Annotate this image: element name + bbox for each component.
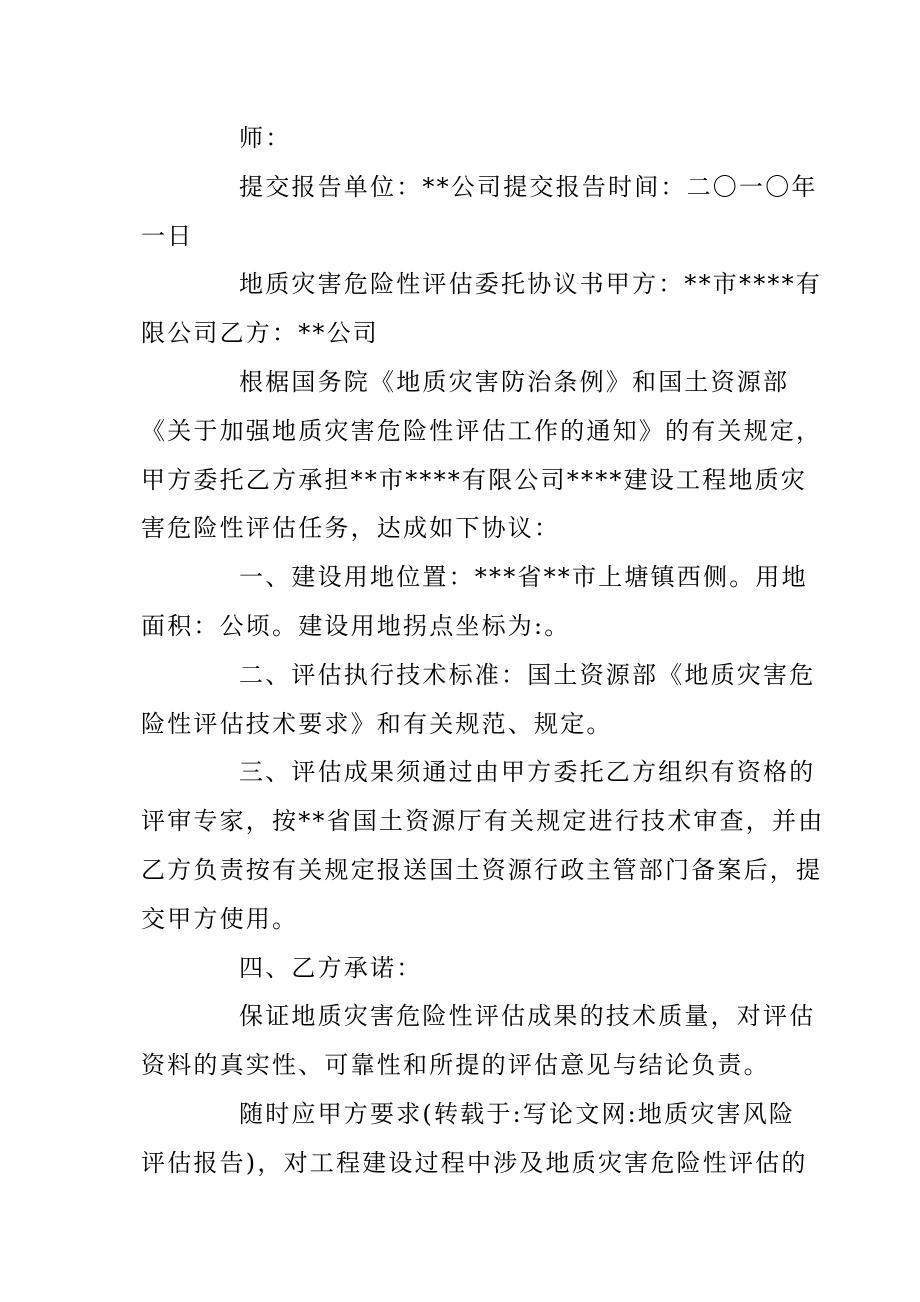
text-line: 随时应甲方要求(转载于:写论文网:地质灾害风险 bbox=[239, 1099, 796, 1128]
paragraph-8 bbox=[141, 944, 781, 993]
text-line: 限公司乙方：**公司 bbox=[141, 319, 379, 348]
paragraph-3 bbox=[141, 260, 822, 358]
text-line: 资料的真实性、可靠性和所提的评估意见与结论负责。 bbox=[141, 1051, 770, 1080]
text-line: 评审专家，按**省国土资源厅有关规定进行技术审查，并由 bbox=[141, 807, 825, 836]
paragraph-6 bbox=[141, 651, 816, 749]
paragraph-9 bbox=[141, 992, 816, 1090]
text-line: 乙方负责按有关规定报送国土资源行政主管部门备案后，提 bbox=[141, 855, 823, 884]
text-line: 师： bbox=[239, 124, 292, 152]
text-line: 根椐国务院《地质灾害防治条例》和国土资源部 bbox=[239, 367, 790, 396]
document-page bbox=[141, 114, 825, 1188]
paragraph-1 bbox=[141, 114, 781, 163]
paragraph-2 bbox=[141, 163, 818, 261]
text-line: 一日 bbox=[141, 221, 194, 250]
text-line: 面积：公顷。建设用地拐点坐标为:。 bbox=[141, 611, 571, 640]
paragraph-7 bbox=[141, 748, 825, 943]
text-line: 评估报告)，对工程建设过程中涉及地质灾害危险性评估的 bbox=[141, 1148, 808, 1177]
text-line: 提交报告单位：**公司提交报告时间：二〇一〇年 bbox=[239, 172, 818, 201]
paragraph-4 bbox=[141, 358, 823, 553]
paragraph-10 bbox=[141, 1090, 808, 1188]
text-line: 交甲方使用。 bbox=[141, 904, 299, 933]
text-line: 三、评估成果须通过由甲方委托乙方组织有资格的 bbox=[239, 758, 816, 787]
text-line: 二、评估执行技术标准：国土资源部《地质灾害危 bbox=[239, 660, 816, 689]
text-line: 四、乙方承诺： bbox=[239, 953, 423, 982]
text-line: 《关于加强地质灾害危险性评估工作的通知》的有关规定， bbox=[141, 416, 823, 445]
text-line: 地质灾害危险性评估委托协议书甲方：**市****有 bbox=[239, 270, 822, 299]
text-line: 保证地质灾害危险性评估成果的技术质量，对评估 bbox=[239, 1002, 816, 1031]
text-line: 害危险性评估任务，达成如下协议： bbox=[141, 514, 561, 543]
text-line: 一、建设用地位置：***省**市上塘镇西侧。用地 bbox=[239, 563, 808, 592]
paragraph-5 bbox=[141, 553, 808, 651]
text-line: 甲方委托乙方承担**市****有限公司****建设工程地质灾 bbox=[141, 465, 807, 494]
text-line: 险性评估技术要求》和有关规范、规定。 bbox=[141, 709, 613, 738]
